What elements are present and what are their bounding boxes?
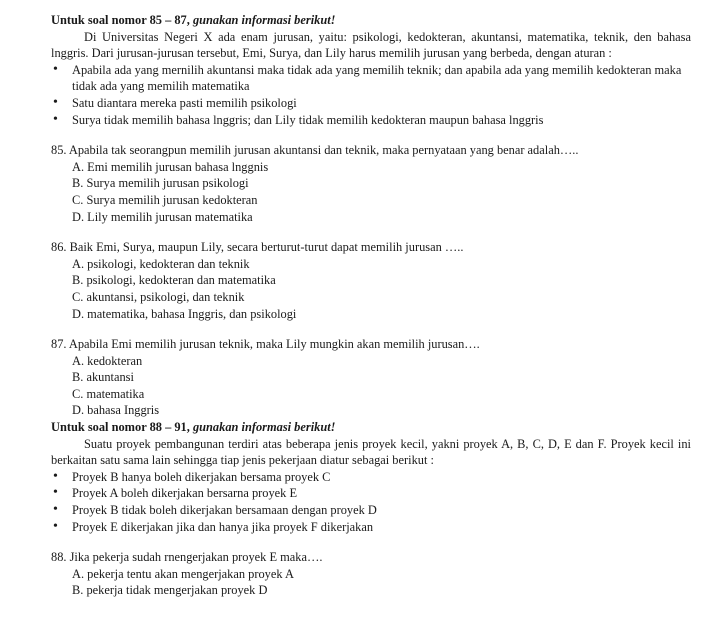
- section2-heading: [51, 419, 691, 436]
- option: B. akuntansi: [72, 370, 134, 385]
- option: C. akuntansi, psikologi, dan teknik: [72, 289, 245, 304]
- section1-heading: [51, 12, 691, 29]
- question-85-options: [51, 159, 691, 225]
- section1-intro: Di Universitas Negeri X ada enam jurusan, yaitu: psikologi, kedokteran, akuntansi, matematika, teknik, den bahasa lnggris. Dari jurusan-jurusan tersebut, Emi, Surya, dan Lily harus memilih jurusan yang berbeda, dengan aturan :: [51, 29, 691, 61]
- question-87: 87. Apabila Emi memilih jurusan teknik, maka Lily mungkin akan memilih jurusan….: [51, 337, 480, 352]
- section2-heading-italic: gunakan informasi berikut!: [192, 420, 336, 435]
- option: D. matematika, bahasa Inggris, dan psikologi: [72, 306, 297, 321]
- option: D. Lily memilih jurusan matematika: [72, 209, 253, 224]
- option: B. Surya memilih jurusan psikologi: [72, 176, 249, 191]
- section2-intro: Suatu proyek pembangunan terdiri atas beberapa jenis proyek kecil, yakni proyek A, B, C, D, E dan F. Proyek kecil ini berkaitan satu sama lain sehingga tiap jenis pekerjaan diatur sebagai berikut :: [51, 436, 691, 468]
- section2-rule: • Proyek B tidak boleh dikerjakan bersamaan dengan proyek D: [51, 502, 691, 519]
- question-86: 86. Baik Emi, Surya, maupun Lily, secara berturut-turut dapat memilih jurusan …..: [51, 240, 464, 255]
- option: A. Emi memilih jurusan bahasa lnggnis: [72, 159, 269, 174]
- option: B. pekerja tidak mengerjakan proyek D: [72, 583, 268, 598]
- section1-rules: [51, 62, 691, 128]
- option: C. matematika: [72, 386, 145, 401]
- option: A. pekerja tentu akan mengerjakan proyek A: [72, 566, 294, 581]
- section2-rule: • Proyek B hanya boleh dikerjakan bersama proyek C: [51, 469, 691, 486]
- question-85: 85. Apabila tak seorangpun memilih jurusan akuntansi dan teknik, maka pernyataan yang benar adalah…..: [51, 143, 579, 158]
- option: D. bahasa Inggris: [72, 403, 160, 418]
- section1-rule: • Satu diantara mereka pasti memilih psikologi: [51, 95, 691, 112]
- question-88-options: [51, 566, 691, 599]
- section1-rule: • Apabila ada yang mernilih akuntansi maka tidak ada yang memilih teknik; dan apabila ada yang memilih kedokteran maka tidak ada yang memilih matematika: [51, 62, 691, 95]
- option: A. kedokteran: [72, 353, 143, 368]
- section2-rule: • Proyek A boleh dikerjakan bersarna proyek E: [51, 485, 691, 502]
- option: C. Surya memilih jurusan kedokteran: [72, 192, 258, 207]
- question-86-options: [51, 256, 691, 322]
- question-87-options: [51, 353, 691, 419]
- section1-rule: • Surya tidak memilih bahasa lnggris; dan Lily tidak memilih kedokteran maupun bahasa lnggris: [51, 112, 691, 129]
- section2-rule: • Proyek E dikerjakan jika dan hanya jika proyek F dikerjakan: [51, 519, 691, 536]
- option: A. psikologi, kedokteran dan teknik: [72, 256, 250, 271]
- section1-heading-italic: gunakan informasi berikut!: [192, 13, 336, 27]
- section2-heading-bold: Untuk soal nomor 88 – 91,: [51, 420, 193, 435]
- section1-heading-bold: Untuk soal nomor 85 – 87,: [51, 13, 193, 27]
- question-88: 88. Jika pekerja sudah rnengerjakan proyek E maka….: [51, 550, 323, 565]
- section2-rules: [51, 469, 691, 535]
- option: B. psikologi, kedokteran dan matematika: [72, 273, 276, 288]
